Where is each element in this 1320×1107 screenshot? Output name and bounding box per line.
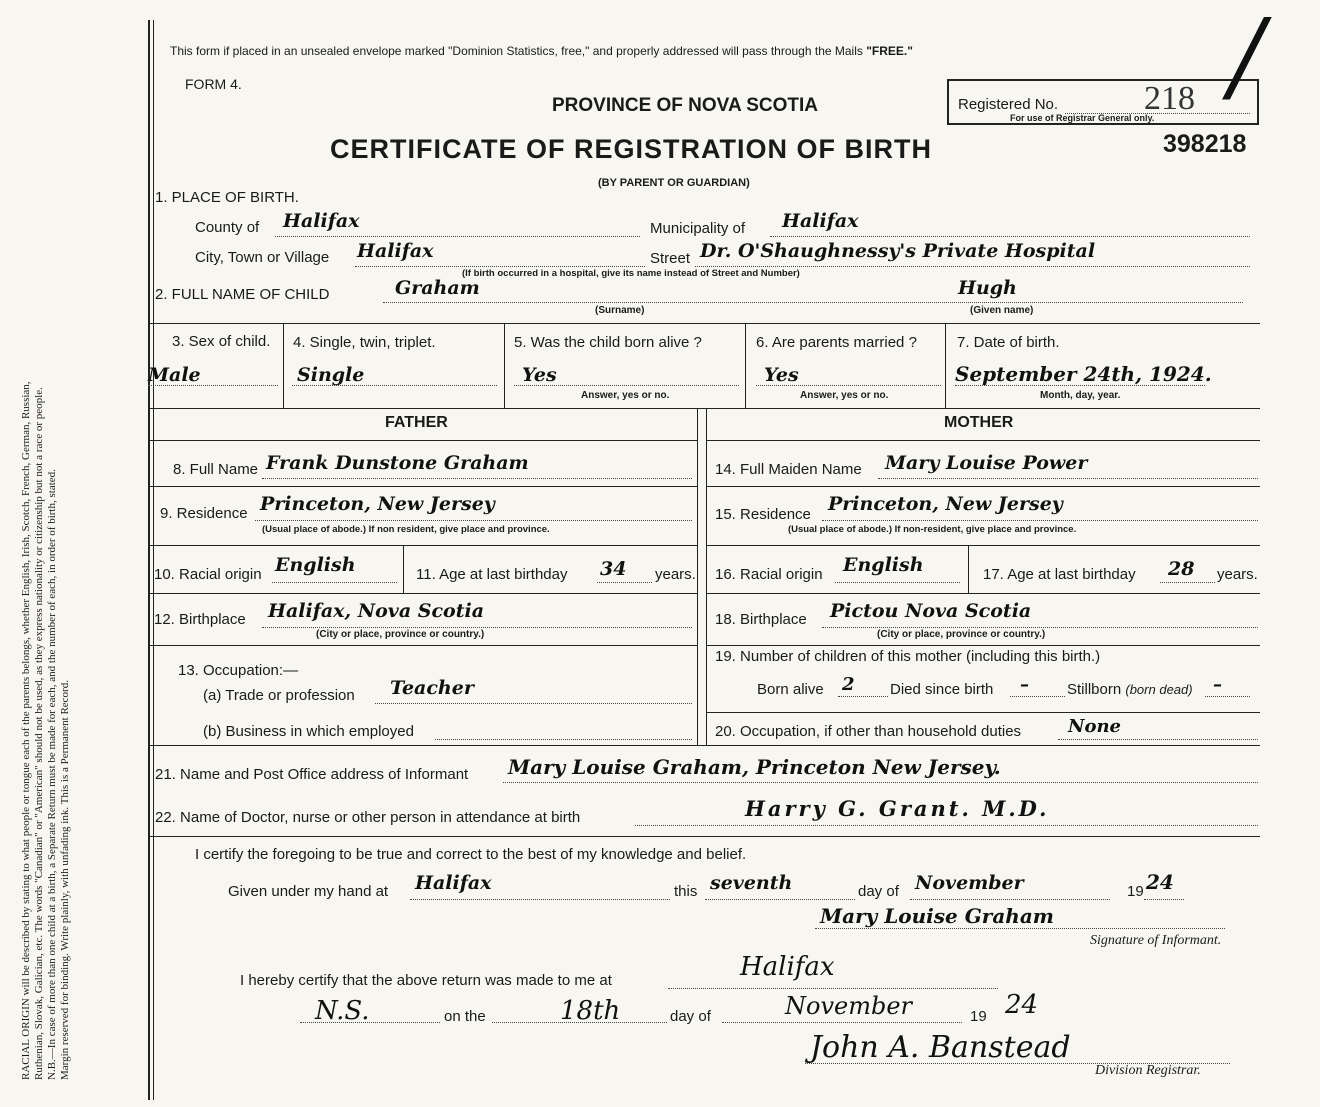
father-racial-rule — [148, 593, 697, 594]
registrar-day-of-label: day of — [670, 1008, 711, 1025]
sex-label: 3. Sex of child. — [172, 333, 271, 350]
father-occupation-label: 13. Occupation:— — [178, 662, 299, 679]
informant-signature-line — [815, 928, 1225, 929]
municipality-line — [770, 236, 1250, 237]
municipality-label: Municipality of — [650, 220, 746, 237]
married-value: Yes — [764, 364, 799, 386]
dob-value: September 24th, 1924. — [955, 362, 1212, 386]
mother-residence: Princeton, New Jersey — [828, 493, 1063, 515]
margin-note-multiple-births: N.B.—In case of more than one child at a birth, a Separate Return must be made for each, and the number of each, in order of birth, stated. — [46, 469, 58, 1080]
mother-occupation-line — [1058, 739, 1258, 740]
place-of-birth-heading: 1. PLACE OF BIRTH. — [155, 189, 299, 206]
mail-notice-free: "FREE." — [866, 44, 913, 58]
mother-age-line — [1160, 582, 1215, 583]
informant-value: Mary Louise Graham, Princeton New Jersey. — [508, 755, 1001, 779]
informant-signature-caption: Signature of Informant. — [1090, 933, 1222, 948]
mother-residence-caption: (Usual place of abode.) If non-resident, give place and province. — [788, 524, 1077, 535]
registrar-day: 18th — [560, 996, 621, 1026]
born-alive-caption: Answer, yes or no. — [581, 390, 670, 401]
street-label: Street — [650, 250, 691, 267]
mother-heading: MOTHER — [944, 414, 1014, 431]
municipality-value: Halifax — [782, 210, 859, 232]
mother-racial-label: 16. Racial origin — [715, 566, 823, 583]
mother-name-rule — [706, 486, 1260, 487]
registrar-province: N.S. — [315, 996, 370, 1026]
mother-age-label: 17. Age at last birthday — [983, 566, 1136, 583]
given-day-line — [705, 899, 855, 900]
street-line — [695, 266, 1250, 267]
county-value: Halifax — [283, 210, 360, 232]
mother-heading-rule — [706, 440, 1260, 441]
father-name-label: 8. Full Name — [173, 461, 259, 478]
born-alive-line — [514, 385, 739, 386]
given-place: Halifax — [415, 872, 492, 894]
registrar-year-prefix: 19 — [970, 1008, 987, 1025]
mother-residence-rule — [706, 545, 1260, 546]
father-name-line — [262, 478, 692, 479]
mother-birthplace: Pictou Nova Scotia — [830, 600, 1032, 622]
registered-label: Registered No. — [958, 96, 1059, 113]
row-3-top-rule — [148, 323, 1260, 324]
parents-bottom-rule — [148, 745, 1260, 746]
registrar-month: November — [785, 992, 913, 1020]
born-alive-count-line — [838, 696, 888, 697]
mother-children-rule — [706, 712, 1260, 713]
father-racial-line — [272, 582, 397, 583]
mother-name: Mary Louise Power — [885, 452, 1088, 474]
stillborn-note: (born dead) — [1125, 682, 1193, 697]
mother-racial: English — [843, 554, 924, 576]
given-name-caption: (Given name) — [970, 305, 1034, 316]
city-line — [355, 266, 645, 267]
father-birthplace: Halifax, Nova Scotia — [268, 600, 485, 622]
margin-notes — [20, 35, 72, 1080]
registrar-use-note: For use of Registrar General only. — [1010, 113, 1155, 123]
born-alive-value: Yes — [522, 364, 557, 386]
county-label: County of — [195, 219, 260, 236]
mother-occupation-label: 20. Occupation, if other than household duties — [715, 723, 1022, 740]
mail-notice — [170, 44, 913, 58]
mother-racial-rule — [706, 593, 1260, 594]
hospital-note: (If birth occurred in a hospital, give its name instead of Street and Number) — [462, 268, 800, 279]
given-under-label: Given under my hand at — [228, 883, 389, 900]
day-of-label: day of — [858, 883, 899, 900]
plurality-line — [292, 385, 497, 386]
mail-notice-text: This form if placed in an unsealed envelope marked "Dominion Statistics, free," and properly addressed will pass through the Mails — [170, 44, 867, 58]
mother-birthplace-line — [822, 627, 1258, 628]
father-residence-label: 9. Residence — [160, 505, 248, 522]
doctor-label: 22. Name of Doctor, nurse or other person in attendance at birth — [155, 809, 581, 826]
margin-rule-inner — [153, 20, 154, 1100]
mother-years: years. — [1217, 566, 1258, 583]
row-3-divider-1 — [283, 323, 284, 408]
city-label: City, Town or Village — [195, 249, 330, 266]
row-3-divider-2 — [504, 323, 505, 408]
father-business-label: (b) Business in which employed — [203, 723, 414, 740]
year-suffix: 24 — [1146, 870, 1174, 894]
certification-statement: I certify the foregoing to be true and correct to the best of my knowledge and belief. — [195, 846, 747, 863]
row-3-divider-4 — [945, 323, 946, 408]
father-birthplace-label: 12. Birthplace — [154, 611, 246, 628]
father-racial: English — [275, 554, 356, 576]
registrar-caption: Division Registrar. — [1095, 1063, 1201, 1078]
mother-children-label: 19. Number of children of this mother (including this birth.) — [715, 648, 1101, 665]
registrar-year-suffix: 24 — [1005, 990, 1039, 1020]
died-since-birth-line — [1010, 696, 1065, 697]
city-value: Halifax — [357, 240, 434, 262]
year-line — [1144, 899, 1184, 900]
parents-center-rule-2 — [706, 408, 707, 745]
form-number: FORM 4. — [185, 76, 242, 92]
mother-occupation: None — [1068, 716, 1121, 737]
father-trade: Teacher — [390, 677, 474, 699]
given-day: seventh — [710, 872, 793, 894]
father-birthplace-rule — [148, 645, 697, 646]
mother-birthplace-rule — [706, 645, 1260, 646]
died-since-birth-label: Died since birth — [890, 681, 994, 698]
informant-line — [503, 782, 1258, 783]
stillborn-count: – — [1213, 674, 1222, 695]
father-age-line — [597, 582, 652, 583]
page-title: CERTIFICATE OF REGISTRATION OF BIRTH — [330, 134, 932, 164]
child-surname: Graham — [395, 277, 480, 299]
sex-value: Male — [148, 364, 201, 386]
child-given-name: Hugh — [958, 277, 1017, 299]
mother-name-line — [878, 478, 1258, 479]
registrar-month-line — [722, 1022, 962, 1023]
mother-name-label: 14. Full Maiden Name — [715, 461, 862, 478]
informant-signature: Mary Louise Graham — [820, 904, 1054, 928]
father-years: years. — [655, 566, 696, 583]
child-name-label: 2. FULL NAME OF CHILD — [155, 286, 330, 303]
registrar-statement: I hereby certify that the above return was made to me at — [240, 972, 612, 989]
dob-label: 7. Date of birth. — [957, 334, 1060, 351]
married-line — [756, 385, 941, 386]
father-trade-line — [375, 703, 692, 704]
child-name-line — [383, 302, 1243, 303]
doctor-line — [635, 825, 1258, 826]
stillborn-label-text: Stillborn — [1067, 681, 1122, 698]
registrar-province-line — [300, 1022, 440, 1023]
father-birthplace-caption: (City or place, province or country.) — [316, 629, 485, 640]
father-name: Frank Dunstone Graham — [266, 452, 529, 474]
plurality-value: Single — [297, 364, 365, 386]
father-trade-label: (a) Trade or profession — [203, 687, 355, 704]
married-caption: Answer, yes or no. — [800, 390, 889, 401]
father-racial-divider — [403, 545, 404, 593]
mother-racial-divider — [968, 545, 969, 593]
margin-note-racial-2: Ruthenian, Slovak, Galician, etc. The words "Canadian" or "American" should not be used, as they express nationality or citizenship but not a race or people. — [33, 387, 45, 1080]
dob-caption: Month, day, year. — [1040, 390, 1121, 401]
married-label: 6. Are parents married ? — [756, 334, 917, 351]
mother-residence-line — [822, 520, 1258, 521]
given-month: November — [915, 872, 1024, 894]
father-heading-rule — [148, 440, 697, 441]
surname-caption: (Surname) — [595, 305, 645, 316]
this-label: this — [674, 883, 698, 900]
born-alive-count-label: Born alive — [757, 681, 824, 698]
row-3-bottom-rule — [148, 408, 1260, 409]
father-age: 34 — [600, 558, 627, 580]
mother-birthplace-label: 18. Birthplace — [715, 611, 807, 628]
year-prefix: 19 — [1127, 883, 1144, 900]
sex-line — [148, 385, 278, 386]
given-month-line — [910, 899, 1110, 900]
registrar-signature: John A. Banstead — [810, 1030, 1071, 1065]
father-name-rule — [148, 486, 697, 487]
on-the-label: on the — [444, 1008, 486, 1025]
street-value: Dr. O'Shaughnessy's Private Hospital — [700, 240, 1096, 262]
mother-age: 28 — [1168, 558, 1195, 580]
stamp-number: 398218 — [1163, 130, 1247, 158]
plurality-label: 4. Single, twin, triplet. — [293, 334, 436, 351]
mother-residence-label: 15. Residence — [715, 506, 811, 523]
father-residence-rule — [148, 545, 697, 546]
registrar-place-line — [668, 988, 998, 989]
born-alive-label: 5. Was the child born alive ? — [514, 334, 702, 351]
dob-line — [955, 385, 1205, 386]
margin-note-racial-1: RACIAL ORIGIN will be described by stating to what people or tongue each of the parents belongs, whether English, Irish, Scotch, French, German, Russian, — [20, 381, 32, 1080]
given-place-line — [410, 899, 670, 900]
row-3-divider-3 — [745, 323, 746, 408]
parents-center-rule — [697, 408, 698, 745]
informant-label: 21. Name and Post Office address of Informant — [155, 766, 469, 783]
doctor-bottom-rule — [148, 836, 1260, 837]
registered-number: 218 — [1144, 80, 1195, 117]
father-heading: FATHER — [385, 414, 448, 431]
father-business-line — [435, 739, 692, 740]
stillborn-line — [1205, 696, 1250, 697]
province-title: PROVINCE OF NOVA SCOTIA — [552, 95, 819, 116]
check-mark: / — [1230, 0, 1264, 114]
born-alive-count: 2 — [842, 674, 855, 695]
father-birthplace-line — [262, 627, 692, 628]
mother-birthplace-caption: (City or place, province or country.) — [877, 629, 1046, 640]
father-racial-label: 10. Racial origin — [154, 566, 262, 583]
father-residence-caption: (Usual place of abode.) If non resident, give place and province. — [262, 524, 550, 535]
mother-racial-line — [835, 582, 960, 583]
page-subtitle: (BY PARENT OR GUARDIAN) — [598, 177, 750, 189]
margin-note-binding: Margin reserved for binding. Write plainly, with unfading ink. This is a Permanent Record. — [59, 680, 71, 1080]
died-since-birth: – — [1020, 674, 1029, 695]
county-line — [275, 236, 640, 237]
margin-rule — [148, 20, 150, 1100]
father-residence: Princeton, New Jersey — [260, 493, 495, 515]
doctor-value: Harry G. Grant. M.D. — [745, 796, 1050, 821]
father-age-label: 11. Age at last birthday — [416, 566, 568, 583]
stillborn-label — [1067, 681, 1193, 698]
father-residence-line — [255, 520, 692, 521]
registrar-place: Halifax — [740, 952, 835, 982]
